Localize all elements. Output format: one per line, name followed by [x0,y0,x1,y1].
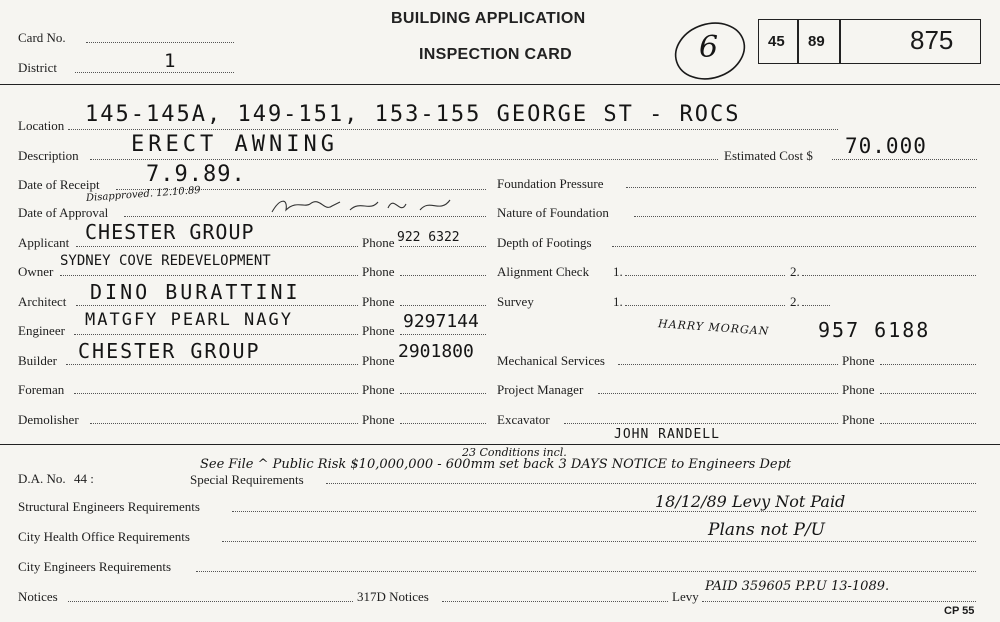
builder-phone-value: 2901800 [398,341,474,362]
side-note-phone: 957 6188 [818,318,931,342]
engineer-phone-value: 9297144 [403,311,479,332]
disapproved-note: Disapproved. 12.10.89 [85,185,201,204]
box-b-value: 89 [808,33,825,50]
location-field [68,129,838,130]
owner-value: SYDNEY COVE REDEVELOPMENT [60,253,271,269]
project-manager-field [598,393,838,394]
health-label: City Health Office Requirements [18,529,190,544]
owner-phone-label: Phone [362,264,395,279]
special-value: See File ^ Public Risk $10,000,000 - 600mm set back 3 DAYS NOTICE to Engineers Dept [200,457,792,472]
health-value: Plans not P/U [708,520,825,540]
notices-317d-label: 317D Notices [357,589,429,604]
da-value: 44 : [74,471,94,486]
date-receipt-value: 7.9.89. [146,162,246,187]
demolisher-phone-field [400,423,486,424]
foundation-pressure-label: Foundation Pressure [497,176,604,191]
project-manager-phone-label: Phone [842,382,875,397]
mechanical-field [618,364,838,365]
location-label: Location [18,118,65,133]
city-eng-field [196,571,976,572]
depth-footings-label: Depth of Footings [497,235,592,250]
foreman-field [74,393,358,394]
foundation-pressure-field [626,187,976,188]
side-note-name: HARRY MORGAN [657,317,770,338]
da-label: D.A. No. [18,471,66,486]
engineer-value: MATGFY PEARL NAGY [85,310,293,330]
owner-phone-field [400,275,486,276]
foreman-phone-field [400,393,486,394]
box-a-value: 45 [768,33,785,50]
engineer-label: Engineer [18,323,65,338]
structural-field [232,511,976,512]
alignment-num-2: 2. [790,264,800,279]
owner-label: Owner [18,264,54,279]
approval-signature [270,192,470,220]
survey-num-1: 1. [613,294,623,309]
location-value: 145-145A, 149-151, 153-155 GEORGE ST - ROCS [85,102,741,127]
district-value: 1 [164,50,177,72]
notices-field [68,601,353,602]
project-manager-phone-field [880,393,976,394]
nature-foundation-field [634,216,976,217]
mechanical-label: Mechanical Services [497,353,605,368]
alignment-field-2 [802,275,976,276]
engineer-field [74,334,358,335]
survey-label: Survey [497,294,534,309]
levy-field [702,601,976,602]
survey-field-1 [625,305,785,306]
mechanical-phone-label: Phone [842,353,875,368]
excavator-note: JOHN RANDELL [614,427,720,442]
survey-num-2: 2. [790,294,800,309]
mechanical-phone-field [880,364,976,365]
city-eng-label: City Engineers Requirements [18,559,172,574]
foreman-phone-label: Phone [362,382,395,397]
demolisher-phone-label: Phone [362,412,395,427]
estimated-cost-value: 70.000 [845,134,927,158]
builder-value: CHESTER GROUP [78,339,261,363]
levy-label: Levy [672,589,699,604]
nature-foundation-label: Nature of Foundation [497,205,609,220]
card-no-field [86,42,234,43]
alignment-field-1 [625,275,785,276]
levy-value: PAID 359605 P.P.U 13-1089. [705,579,890,594]
special-above-note: 23 Conditions incl. [462,446,567,459]
special-field [326,483,976,484]
box-c-value: 875 [910,25,954,55]
district-field [75,72,234,73]
owner-field [60,275,358,276]
alignment-num-1: 1. [613,264,623,279]
demolisher-label: Demolisher [18,412,79,427]
date-approval-label: Date of Approval [18,205,109,220]
excavator-field [564,423,838,424]
applicant-phone-field [400,246,486,247]
form-code: CP 55 [944,605,975,617]
depth-footings-field [612,246,976,247]
engineer-phone-label: Phone [362,323,395,338]
architect-value: DINO BURATTINI [90,280,301,304]
project-manager-label: Project Manager [497,382,584,397]
alignment-check-label: Alignment Check [497,264,590,279]
survey-field-2 [802,305,830,306]
notices-317d-field [442,601,668,602]
builder-label: Builder [18,353,57,368]
description-field [90,159,718,160]
special-label: Special Requirements [190,472,304,487]
excavator-phone-field [880,423,976,424]
card-no-label: Card No. [18,30,66,45]
structural-label: Structural Engineers Requirements [18,499,200,514]
structural-value: 18/12/89 Levy Not Paid [655,492,846,511]
applicant-phone-label: Phone [362,235,395,250]
architect-phone-field [400,305,486,306]
architect-phone-label: Phone [362,294,395,309]
excavator-label: Excavator [497,412,550,427]
applicant-phone-value: 922 6322 [397,230,460,245]
card-title-line2: INSPECTION CARD [419,46,572,63]
description-label: Description [18,148,79,163]
header-divider [0,84,1000,85]
builder-field [66,364,358,365]
applicant-value: CHESTER GROUP [85,220,255,244]
requirements-divider [0,444,1000,445]
builder-phone-label: Phone [362,353,395,368]
excavator-phone-label: Phone [842,412,875,427]
foreman-label: Foreman [18,382,65,397]
description-value: ERECT AWNING [131,132,338,157]
notices-label: Notices [18,589,58,604]
health-field [222,541,976,542]
engineer-phone-field [400,334,486,335]
card-title-line1: BUILDING APPLICATION [391,10,586,27]
estimated-cost-field [832,159,977,160]
demolisher-field [90,423,358,424]
applicant-field [76,246,358,247]
estimated-cost-label: Estimated Cost $ [724,148,813,163]
district-label: District [18,60,57,75]
architect-label: Architect [18,294,67,309]
circled-number: 6 [699,30,719,65]
applicant-label: Applicant [18,235,70,250]
architect-field [76,305,358,306]
date-receipt-label: Date of Receipt [18,177,100,192]
